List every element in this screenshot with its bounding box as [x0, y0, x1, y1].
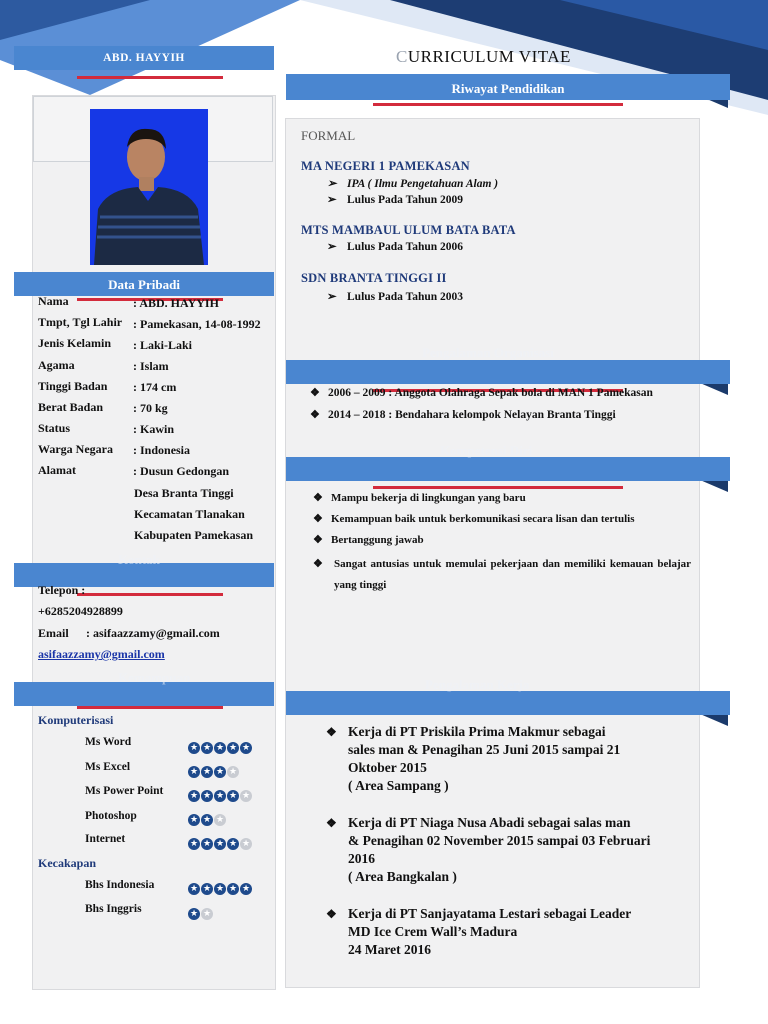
name-banner-text: ABD. HAYYIH: [103, 52, 185, 64]
skill-rating: [188, 833, 253, 849]
school-name: SDN BRANTA TINGGI II: [301, 271, 447, 285]
cv-title-first: C: [396, 47, 408, 66]
work-item: ❖ Kerja di PT Priskila Prima Makmur sebagai sales man & Penagihan 25 Juni 2015 sampai 21 Oktober 2015 ( Area Sampang ): [326, 724, 621, 793]
diamond-bullet-icon: ❖: [326, 816, 337, 830]
rating-star-icon: ★: [202, 839, 212, 849]
skill-name: Internet: [85, 833, 126, 845]
rating-star-icon: ★: [241, 743, 251, 753]
rating-star-icon: ★: [215, 815, 225, 825]
competence-item: ❖ Sangat antusias untuk memulai pekerjaan dan memiliki kemauan belajar yang tinggi: [313, 554, 691, 596]
skill-name: Ms Power Point: [85, 785, 164, 797]
label-address: Alamat: [38, 463, 76, 477]
school-name: MTS MAMBAUL ULUM BATA BATA: [301, 223, 516, 237]
rating-star-icon: ★: [241, 791, 251, 801]
arrow-bullet-icon: ➢: [327, 241, 337, 253]
phone-number: +6285204928899: [38, 604, 123, 618]
rating-star-icon: ★: [228, 767, 238, 777]
value-gender: : Laki-Laki: [133, 338, 193, 352]
work-banner: [286, 691, 730, 715]
rating-star-icon: ★: [228, 791, 238, 801]
rating-star-icon: ★: [202, 909, 212, 919]
competence-banner: [286, 457, 730, 481]
personal-data-banner: [14, 272, 274, 296]
rating-star-icon: ★: [215, 884, 225, 894]
rating-star-icon: ★: [202, 767, 212, 777]
cv-title: [396, 47, 571, 67]
language-skills-heading: Kecakapan: [38, 856, 97, 870]
label-status: Status: [38, 421, 71, 435]
skill-name: Ms Excel: [85, 761, 131, 773]
banner-fold: [700, 480, 730, 494]
rating-star-icon: ★: [215, 767, 225, 777]
rating-star-icon: ★: [215, 839, 225, 849]
rating-star-icon: ★: [215, 743, 225, 753]
rating-star-icon: ★: [189, 815, 199, 825]
skill-rating: [188, 878, 253, 894]
skill-name: Photoshop: [85, 810, 137, 822]
name-banner: [14, 46, 274, 70]
value-birth: : Pamekasan, 14-08-1992: [133, 317, 261, 331]
personal-data-heading: Data Pribadi: [108, 277, 180, 292]
school-name: MA NEGERI 1 PAMEKASAN: [301, 159, 470, 173]
rating-star-icon: ★: [202, 791, 212, 801]
red-underline: [77, 76, 223, 79]
rating-star-icon: ★: [189, 743, 199, 753]
school-detail: ➢ Lulus Pada Tahun 2003: [327, 291, 464, 303]
value-height: : 174 cm: [133, 380, 177, 394]
diamond-bullet-icon: ❖: [313, 513, 323, 525]
label-birth: Tmpt, Tgl Lahir: [38, 315, 123, 329]
competence-heading: Kompetensi Diri: [440, 443, 533, 458]
rating-star-icon: ★: [189, 791, 199, 801]
email-link[interactable]: asifaazzamy@gmail.com: [38, 647, 165, 661]
rating-star-icon: ★: [241, 884, 251, 894]
diamond-bullet-icon: ❖: [310, 387, 320, 399]
email-label: Email: [38, 626, 69, 640]
rating-star-icon: ★: [202, 884, 212, 894]
value-status: : Kawin: [133, 422, 175, 436]
skill-rating: [188, 785, 253, 801]
rating-star-icon: ★: [202, 743, 212, 753]
computer-skills-heading: Komputerisasi: [38, 713, 114, 727]
rating-star-icon: ★: [241, 839, 251, 849]
value-nationality: : Indonesia: [133, 443, 191, 457]
skill-rating: [188, 761, 240, 777]
label-religion: Agama: [38, 358, 75, 372]
address-line: Kabupaten Pamekasan: [134, 528, 254, 542]
diamond-bullet-icon: ❖: [313, 558, 323, 570]
organization-heading: Pengalaman Organisasi: [422, 345, 554, 360]
skill-rating: [188, 809, 227, 825]
value-nama: : ABD. HAYYIH: [133, 296, 219, 310]
diamond-bullet-icon: ❖: [313, 492, 323, 504]
rating-star-icon: ★: [189, 884, 199, 894]
arrow-bullet-icon: ➢: [327, 178, 337, 190]
label-gender: Jenis Kelamin: [38, 336, 112, 350]
rating-star-icon: ★: [189, 909, 199, 919]
work-heading: Pengalaman Kerja: [425, 677, 530, 692]
school-detail: ➢ IPA ( Ilmu Pengetahuan Alam ): [327, 178, 499, 190]
red-underline: [373, 103, 623, 106]
rating-star-icon: ★: [228, 884, 238, 894]
skills-heading: Kemampuan: [118, 670, 191, 685]
contact-heading: Kontak: [118, 552, 160, 567]
organization-item: ❖ 2006 – 2009 : Anggota Olahraga Sepak bola di MAN 1 Pamekasan: [310, 387, 653, 399]
work-item: ❖ Kerja di PT Sanjayatama Lestari sebagai Leader MD Ice Crem Wall’s Madura 24 Maret 2016: [326, 906, 632, 957]
rating-star-icon: ★: [215, 791, 225, 801]
rating-star-icon: ★: [228, 839, 238, 849]
arrow-bullet-icon: ➢: [327, 291, 337, 303]
education-banner: [286, 74, 730, 100]
work-item: ❖ Kerja di PT Niaga Nusa Abadi sebagai salas man & Penagihan 02 November 2015 sampai 03 Februari 2016 ( Area Bangkalan ): [326, 815, 651, 884]
email-value: : asifaazzamy@gmail.com: [86, 626, 220, 640]
profile-photo: [90, 109, 208, 265]
red-underline: [77, 593, 223, 596]
label-nationality: Warga Negara: [38, 442, 113, 456]
organization-banner: [286, 360, 730, 384]
banner-fold: [700, 383, 730, 397]
skill-name: Bhs Inggris: [85, 903, 142, 915]
value-address: : Dusun Gedongan: [133, 464, 230, 478]
banner-fold: [700, 714, 730, 728]
diamond-bullet-icon: ❖: [326, 725, 337, 739]
red-underline: [77, 706, 223, 709]
rating-star-icon: ★: [189, 839, 199, 849]
formal-label: FORMAL: [301, 128, 356, 143]
education-heading: Riwayat Pendidikan: [451, 81, 565, 96]
address-line: Kecamatan Tlanakan: [134, 507, 245, 521]
red-underline: [373, 486, 623, 489]
label-nama: Nama: [38, 294, 69, 308]
rating-star-icon: ★: [202, 815, 212, 825]
diamond-bullet-icon: ❖: [310, 409, 320, 421]
skill-name: Bhs Indonesia: [85, 879, 155, 891]
phone-label: Telepon :: [38, 583, 86, 597]
skill-rating: [188, 737, 253, 753]
value-religion: : Islam: [133, 359, 169, 373]
value-weight: : 70 kg: [133, 401, 168, 415]
rating-star-icon: ★: [228, 743, 238, 753]
organization-item: ❖ 2014 – 2018 : Bendahara kelompok Nelayan Branta Tinggi: [310, 409, 616, 421]
arrow-bullet-icon: ➢: [327, 194, 337, 206]
school-detail: ➢ Lulus Pada Tahun 2009: [327, 194, 464, 206]
skill-name: Ms Word: [85, 736, 132, 748]
diamond-bullet-icon: ❖: [326, 907, 337, 921]
diamond-bullet-icon: ❖: [313, 534, 323, 546]
address-line: Desa Branta Tinggi: [134, 486, 234, 500]
competence-item: ❖ Mampu bekerja di lingkungan yang baru: [313, 492, 526, 504]
label-weight: Berat Badan: [38, 400, 104, 414]
cv-title-rest: URRICULUM VITAE: [407, 47, 571, 66]
rating-star-icon: ★: [189, 767, 199, 777]
skill-rating: [188, 903, 214, 919]
competence-item: ❖ Bertanggung jawab: [313, 534, 424, 546]
competence-item: ❖ Kemampuan baik untuk berkomunikasi secara lisan dan tertulis: [313, 513, 635, 525]
label-height: Tinggi Badan: [38, 379, 108, 393]
school-detail: ➢ Lulus Pada Tahun 2006: [327, 241, 464, 253]
